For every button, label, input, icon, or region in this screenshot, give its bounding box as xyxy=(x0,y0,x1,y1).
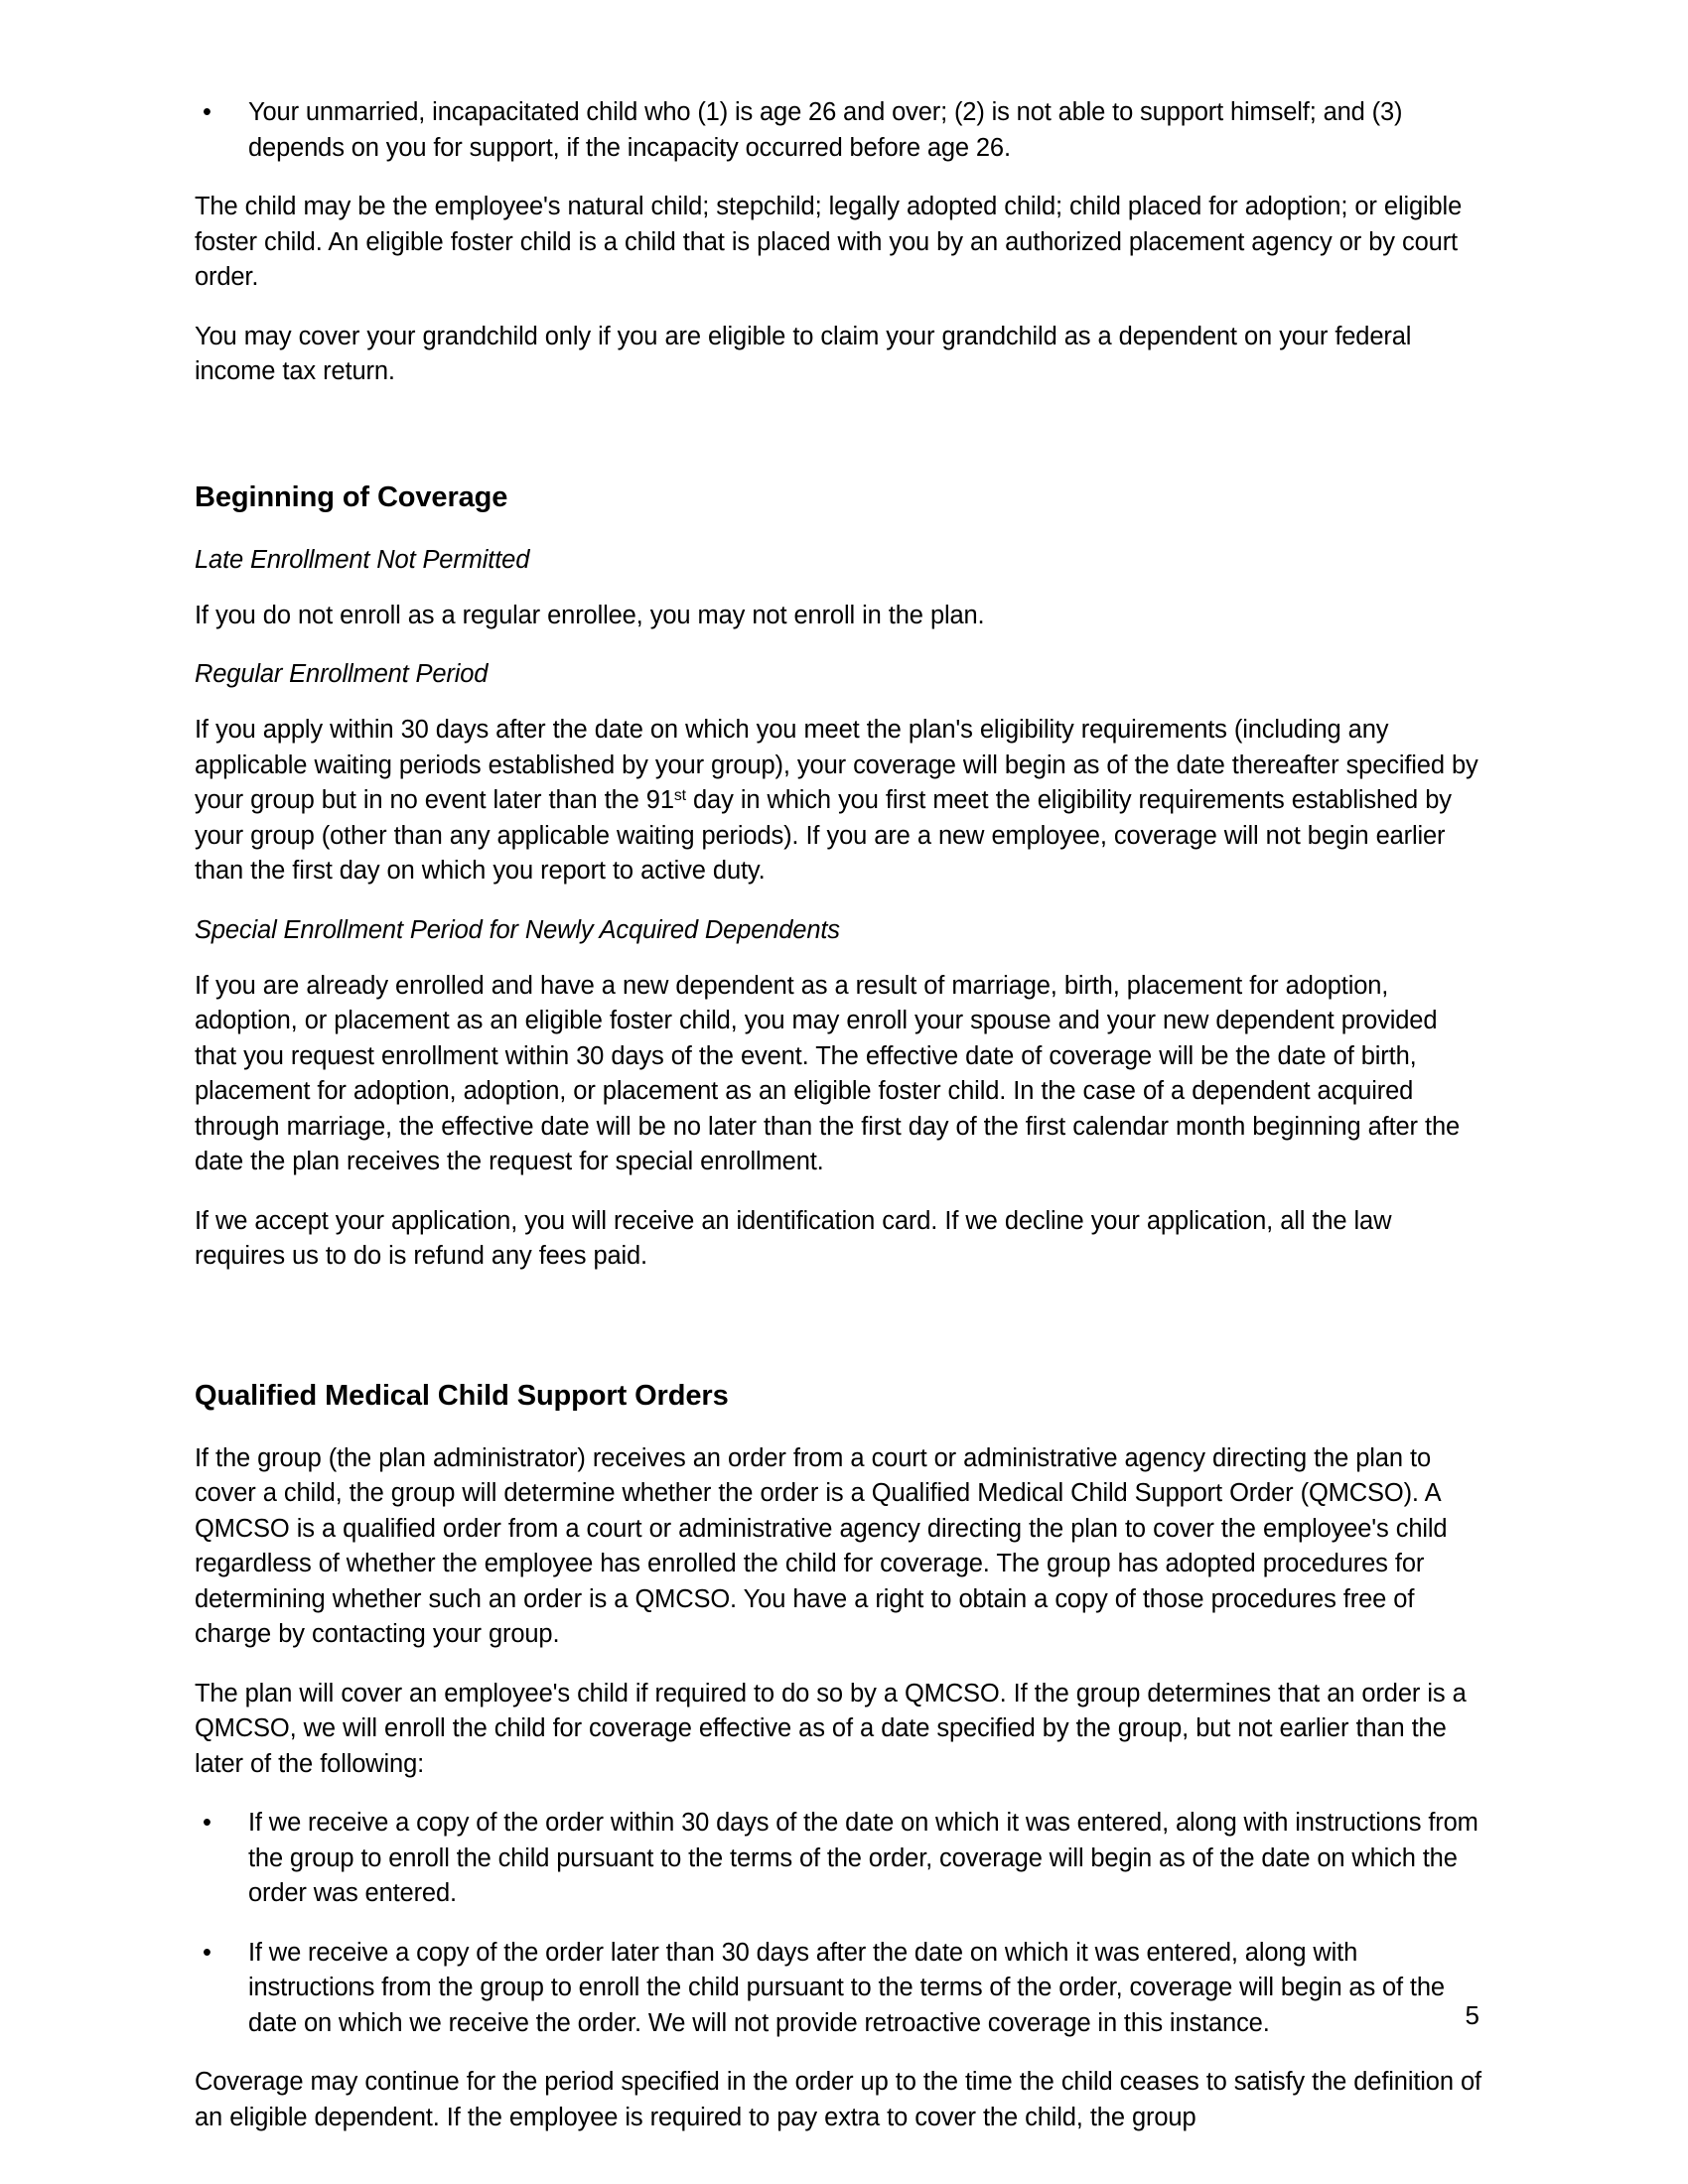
paragraph-application-acceptance: If we accept your application, you will receive an identification card. If we decline your application, all the law requires us to do is refund any fees paid. xyxy=(195,1206,1392,1270)
list-item-text: Your unmarried, incapacitated child who (1) is age 26 and over; (2) is not able to support himself; and (3) depends on you for support, if the incapacity occurred before age 26. xyxy=(248,98,1403,162)
bullet-point-icon: • xyxy=(203,1809,211,1837)
spacer-after-qmcso-heading xyxy=(195,1414,1481,1441)
section-heading-beginning-of-coverage: Beginning of Coverage xyxy=(195,480,508,513)
qmcso-bullet-list xyxy=(195,1806,1481,2041)
paragraph-text-part-1: If you apply within 30 days after the date on which you meet the plan's eligibility requirements (including any applicable waiting periods established by your group), your coverage will begin as of the date thereafter specified by your group but in no event later than the 91 xyxy=(195,716,1478,814)
paragraph-coverage-continuation: Coverage may continue for the period specified in the order up to the time the child ceases to satisfy the definition of an eligible dependent. If the employee is required to pay extra to cover the child, the group xyxy=(195,2068,1481,2131)
page-content xyxy=(195,95,1481,2159)
paragraph-child-definition: The child may be the employee's natural child; stepchild; legally adopted child; child placed for adoption; or eligible foster child. An eligible foster child is a child that is placed with you by an authorized placement agency or by court order. xyxy=(195,193,1463,291)
paragraph-late-enrollment: If you do not enroll as a regular enrollee, you may not enroll in the plan. xyxy=(195,601,985,629)
list-item xyxy=(195,95,1481,166)
paragraph-grandchild-coverage: You may cover your grandchild only if you are eligible to claim your grandchild as a dependent on your federal income tax return. xyxy=(195,322,1412,385)
list-item xyxy=(195,1936,1481,2042)
list-item-text: If we receive a copy of the order within 30 days of the date on which it was entered, along with instructions from the group to enroll the child pursuant to the terms of the order, coverage will begin as of the date on which the order was entered. xyxy=(248,1809,1478,1907)
list-item xyxy=(195,1806,1481,1912)
spacer-after-beginning-of-coverage-heading xyxy=(195,515,1481,543)
spacer-before-beginning-of-coverage xyxy=(195,414,1481,479)
paragraph-qmcso-definition: If the group (the plan administrator) receives an order from a court or administrative agency directing the plan to cover a child, the group will determine whether the order is a Qualified Medical Child Support Order (QMCSO). A QMCSO is a qualified order from a court or administrative agency directing the plan to cover the employee's child regardless of whether the employee has enrolled the child for coverage. The group has adopted procedures for determining whether such an order is a QMCSO. You have a right to obtain a copy of those procedures free of charge by contacting your group. xyxy=(195,1443,1448,1648)
ordinal-suffix-superscript: st xyxy=(673,786,686,804)
paragraph-qmcso-enrollment-effective-date: The plan will cover an employee's child if required to do so by a QMCSO. If the group determines that an order is a QMCSO, we will enroll the child for coverage effective as of a date specified by the group, but not earlier than the later of the following: xyxy=(195,1679,1467,1778)
eligible-child-bullet-list xyxy=(195,95,1481,166)
section-heading-qmcso: Qualified Medical Child Support Orders xyxy=(195,1379,729,1412)
paragraph-special-enrollment-details: If you are already enrolled and have a new dependent as a result of marriage, birth, placement for adoption, adoption, or placement as an eligible foster child, you may enroll your spouse and your new dependent provided that you request enrollment within 30 days of the event. The effective date of coverage will be the date of birth, placement for adoption, adoption, or placement as an eligible foster child. In the case of a dependent acquired through marriage, the effective date will be no later than the first day of the first calendar month beginning after the date the plan receives the request for special enrollment. xyxy=(195,971,1461,1175)
paragraph-text-part-2: day in which you first meet the eligibility requirements established by your group (other than any applicable waiting periods). If you are a new employee, coverage will not begin earlier than the first day on which you report to active duty. xyxy=(195,786,1452,885)
page-number: 5 xyxy=(1465,2000,1479,2030)
subheading-regular-enrollment-period: Regular Enrollment Period xyxy=(195,660,489,688)
list-item-text: If we receive a copy of the order later than 30 days after the date on which it was entered, along with instructions from the group to enroll the child pursuant to the terms of the order, coverage will begin as of the date on which we receive the order. We will not provide retroactive coverage in this instance. xyxy=(248,1938,1445,2037)
spacer-before-qmcso-heading xyxy=(195,1298,1481,1378)
subheading-special-enrollment-period: Special Enrollment Period for Newly Acquired Dependents xyxy=(195,915,840,944)
bullet-point-icon: • xyxy=(203,1938,211,1967)
bullet-point-icon: • xyxy=(203,98,211,126)
subheading-late-enrollment-not-permitted: Late Enrollment Not Permitted xyxy=(195,545,530,574)
paragraph-regular-enrollment-period xyxy=(195,713,1481,889)
